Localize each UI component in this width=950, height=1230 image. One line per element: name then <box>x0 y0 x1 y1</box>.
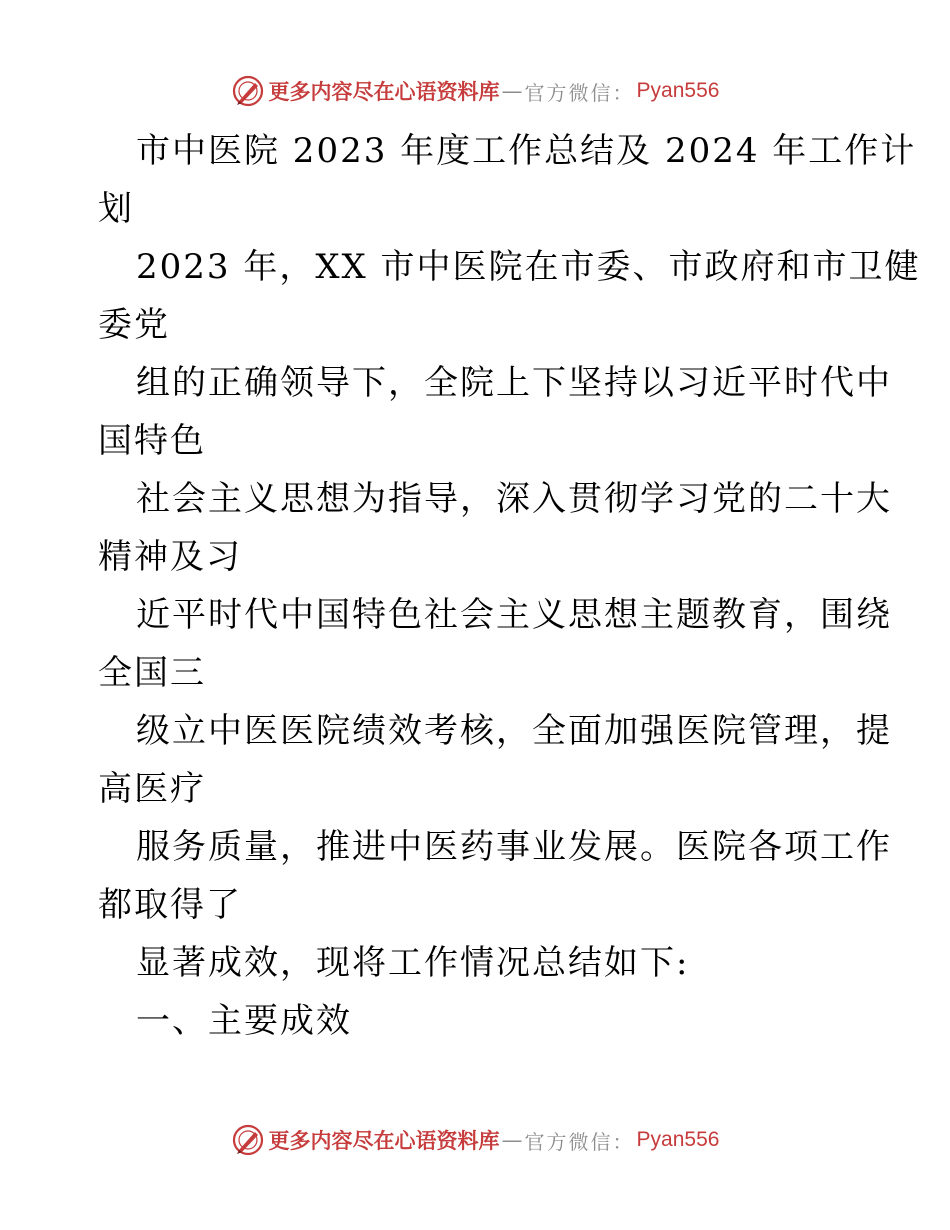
paragraph-line: 级立中医医院绩效考核，全面加强医院管理，提 <box>136 711 892 751</box>
paragraph-line: 服务质量，推进中医药事业发展。医院各项工作 <box>136 827 892 867</box>
paragraph-line-wrap: 国特色 <box>98 421 206 461</box>
banner-colon: ： <box>612 1129 633 1154</box>
paragraph-line: 2023 年，XX 市中医院在市委、市政府和市卫健 <box>136 247 921 287</box>
site-name: 更多内容尽在心语资料库 <box>268 79 500 104</box>
banner-colon: ： <box>612 80 633 105</box>
section-heading: 一、主要成效 <box>136 1001 352 1041</box>
title-line-1: 市中医院 2023 年度工作总结及 2024 年工作计 <box>136 131 917 171</box>
paragraph-line-wrap: 精神及习 <box>98 537 242 577</box>
title-line-2: 划 <box>98 189 134 229</box>
wechat-account: Pyan556 <box>636 79 720 102</box>
paragraph-line-wrap: 全国三 <box>98 653 206 693</box>
paragraph-line-wrap: 高医疗 <box>98 769 206 809</box>
paragraph-line-wrap: 委党 <box>98 305 170 345</box>
pen-circle-logo-icon <box>231 1123 265 1157</box>
pen-circle-logo-icon <box>231 74 265 108</box>
paragraph-line: 显著成效，现将工作情况总结如下: <box>136 943 690 983</box>
wechat-account: Pyan556 <box>636 1128 720 1151</box>
banner-dash: — <box>501 79 523 103</box>
wechat-label: 官方微信 <box>524 80 613 105</box>
wechat-label: 官方微信 <box>524 1129 613 1154</box>
paragraph-line-wrap: 都取得了 <box>98 885 242 925</box>
paragraph-line: 组的正确领导下，全院上下坚持以习近平时代中 <box>136 363 892 403</box>
header-banner <box>0 71 950 111</box>
document-body <box>98 122 921 1050</box>
footer-banner <box>0 1120 950 1160</box>
paragraph-line: 近平时代中国特色社会主义思想主题教育，围绕 <box>136 595 892 635</box>
paragraph-line: 社会主义思想为指导，深入贯彻学习党的二十大 <box>136 479 892 519</box>
banner-dash: — <box>501 1128 523 1152</box>
site-name: 更多内容尽在心语资料库 <box>268 1128 500 1153</box>
